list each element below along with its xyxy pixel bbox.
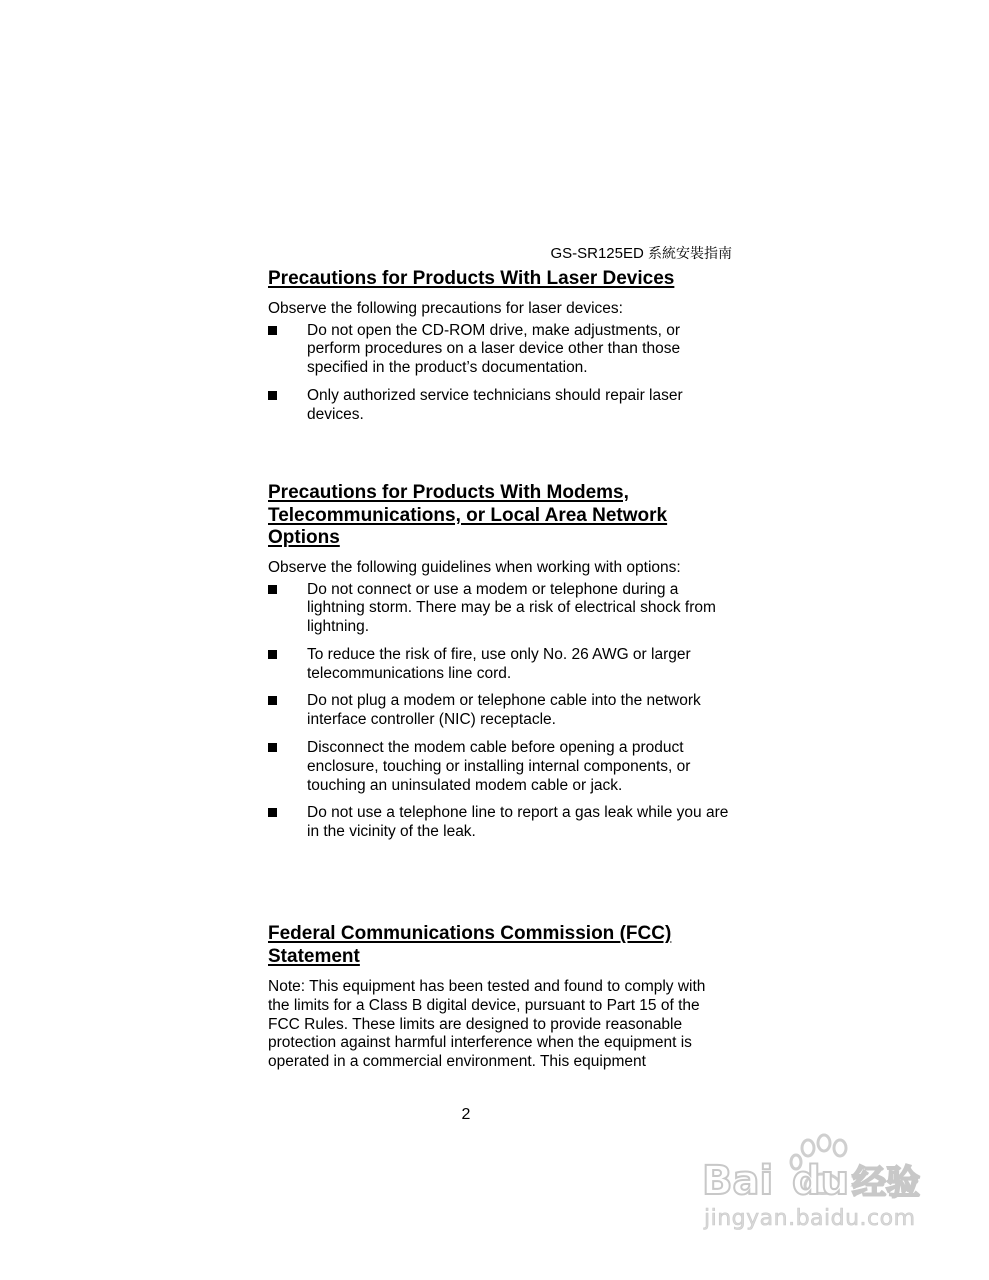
svg-text:du: du [792,1158,850,1204]
section-title-fcc [268,923,730,968]
section-title-modems [268,482,730,550]
list-item [268,739,730,795]
list-item-text: Do not plug a modem or telephone cable into the network interface controller (NIC) receptacle. [307,692,701,729]
list-item [268,804,730,842]
section-title-laser: Precautions for Products With Laser Devices [268,268,675,289]
section-title-fcc-line2: Statement [268,945,360,967]
page-number: 2 [461,1106,471,1123]
section-fcc-statement [268,923,730,1072]
baidu-jingyan-watermark [700,1130,940,1240]
list-item-text: Do not open the CD-ROM drive, make adjustments, or perform procedures on a laser device other than those specified in the product’s documentation. [307,321,681,377]
list-item-text: Do not use a telephone line to report a gas leak while you are in the vicinity of the leak. [307,804,729,841]
list-item [268,322,730,378]
section-intro-laser: Observe the following precautions for laser devices: [268,299,623,317]
list-item-text: Disconnect the modem cable before opening a product enclosure, touching or installing internal components, or touching an uninsulated modem cable or jack. [307,739,691,794]
svg-text:经验: 经验 [852,1163,920,1203]
list-item-text: To reduce the risk of fire, use only No. 26 AWG or larger telecommunications line cord. [307,645,691,682]
bullet-list-laser [268,322,730,425]
section-intro-modems: Observe the following guidelines when working with options: [268,558,681,576]
svg-text:Bai: Bai [702,1158,774,1204]
square-bullet-icon [268,326,277,335]
list-item-text: Do not connect or use a modem or telephone during a lightning storm. There may be a risk of electrical shock from lightning. [307,580,716,636]
section-modem-precautions [268,482,730,851]
square-bullet-icon [268,696,277,705]
fcc-note-paragraph: Note: This equipment has been tested and found to comply with the limits for a Class B digital device, pursuant to Part 15 of the FCC Rules. These limits are designed to provide reasonable protection against harmful interference when the equipment is operated in a commercial environment. This equipment [268,978,706,1071]
square-bullet-icon [268,743,277,752]
section-title-modems-line3: Options [268,527,340,548]
running-header [500,243,732,263]
header-model: GS-SR125ED [550,245,644,262]
list-item-text: Only authorized service technicians should repair laser devices. [307,386,683,423]
header-guide-title: 系統安裝指南 [648,246,732,262]
square-bullet-icon [268,808,277,817]
list-item [268,646,730,684]
square-bullet-icon [268,391,277,400]
watermark-url: jingyan.baidu.com [704,1206,916,1231]
list-item [268,387,730,425]
list-item [268,581,730,637]
section-title-modems-line1: Precautions for Products With Modems, [268,482,629,503]
section-title-fcc-line1: Federal Communications Commission (FCC) [268,923,672,944]
square-bullet-icon [268,650,277,659]
list-item [268,692,730,730]
square-bullet-icon [268,585,277,594]
section-title-modems-line2: Telecommunications, or Local Area Network [268,504,668,526]
section-laser-precautions [268,268,730,433]
bullet-list-modems [268,581,730,843]
